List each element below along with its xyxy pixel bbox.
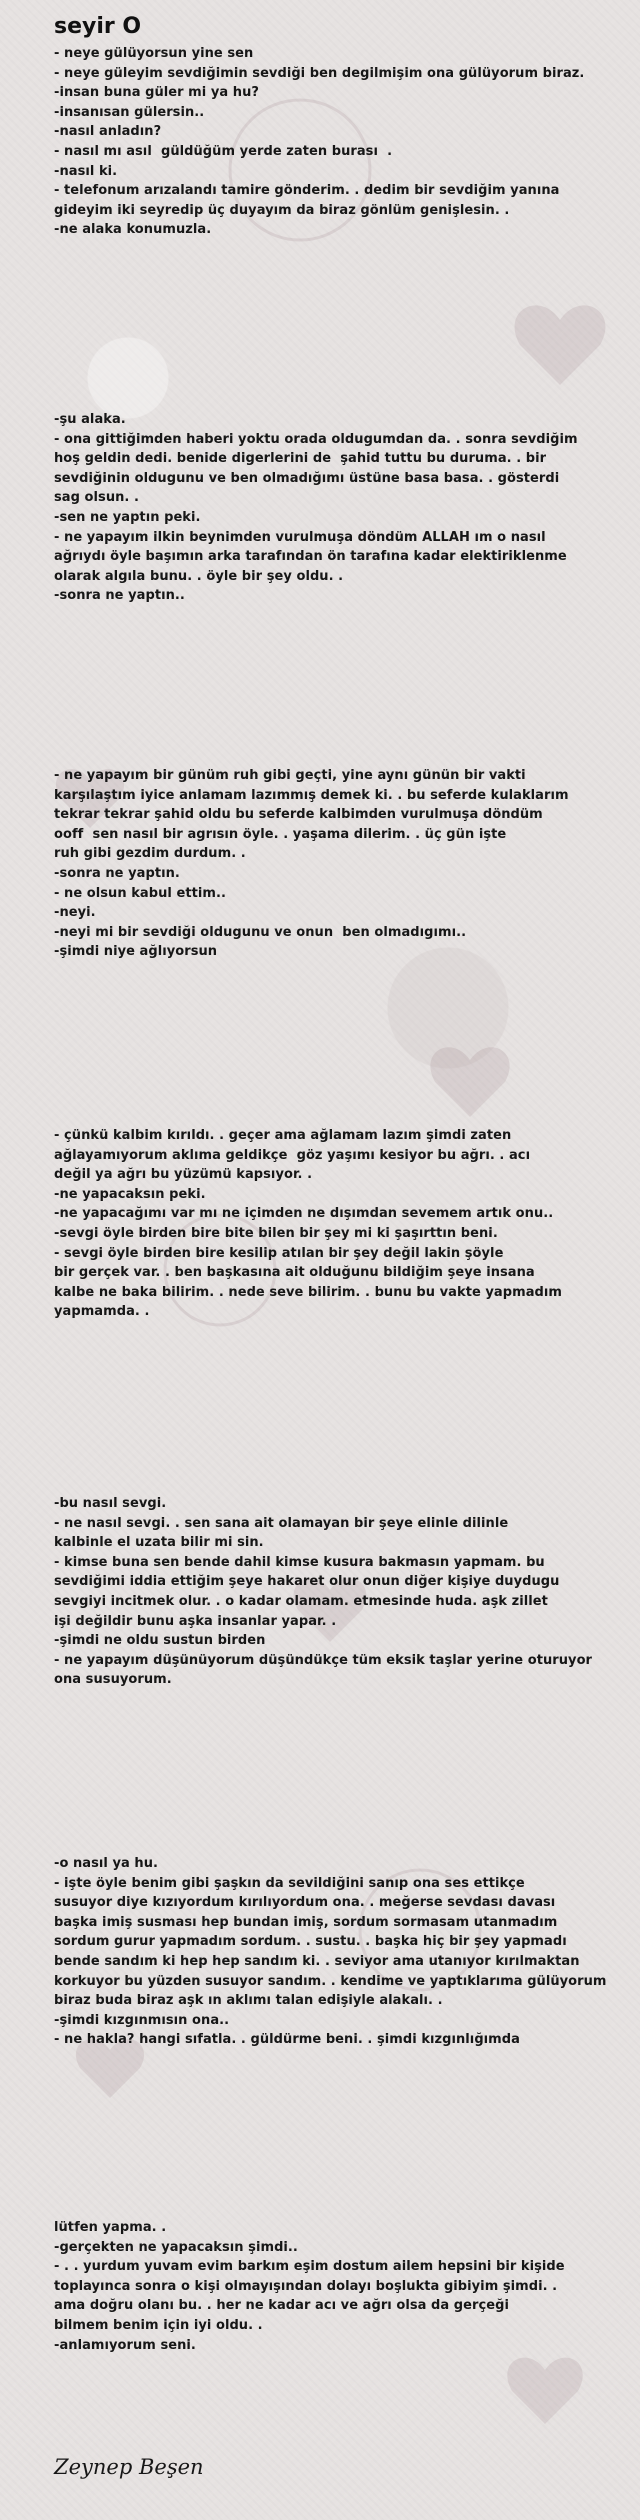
poem-line: sevdiğinin oldugunu ve ben olmadığımı üstüne basa basa. . gösterdi — [54, 470, 560, 486]
poem-line: - . . yurdum yuvam evim barkım eşim dostum ailem hepsini bir kişide — [54, 2259, 565, 2275]
poem-line: -nasıl anladın? — [54, 124, 162, 140]
poem-line: sevgiyi incitmek olur. . o kadar olamam. etmesinde huda. aşk zillet — [54, 1593, 548, 1609]
poem-line: - sevgi öyle birden bire kesilip atılan bir şey değil lakin şöyle — [54, 1245, 504, 1261]
poem-line: -şimdi niye ağlıyorsun — [54, 944, 218, 960]
poem-line: ruh gibi gezdim durdum. . — [54, 846, 246, 862]
poem-line: biraz buda biraz aşk ın aklımı talan edişiyle alakalı. . — [54, 1993, 443, 2009]
poem-line: -insan buna güler mi ya hu? — [54, 85, 259, 101]
stanza-4 — [54, 1126, 562, 1322]
stanza-7 — [54, 2218, 565, 2355]
poem-line: - ne yapayım bir günüm ruh gibi geçti, yine aynı günün bir vakti — [54, 768, 526, 783]
poem-line: - ne olsun kabul ettim.. — [54, 885, 226, 901]
poem-line: hoş geldin dedi. benide digerlerini de şahid tuttu bu duruma. . bir — [54, 451, 547, 467]
poem-line: olarak algıla bunu. . öyle bir şey oldu. . — [54, 568, 344, 584]
poem-line: ama doğru olanı bu. . her ne kadar acı ve ağrı olsa da gerçeği — [54, 2298, 509, 2314]
poem-line: - ne yapayım düşünüyorum düşündükçe tüm eksik taşlar yerine oturuyor — [54, 1652, 593, 1668]
heart-shape — [515, 305, 606, 385]
poem-line: -o nasıl ya hu. — [54, 1856, 159, 1871]
poem-line: - telefonum arızalandı tamire gönderim. . dedim bir sevdiğim yanına — [54, 183, 560, 199]
poem-line: sag olsun. . — [54, 490, 139, 506]
poem-line: karşılaştım iyice anlamam lazımmış demek ki. . bu seferde kulaklarım — [54, 787, 569, 803]
poem-line: - ne yapayım ilkin beynimden vurulmuşa döndüm ALLAH ım o nasıl — [54, 529, 546, 545]
poem-line: işi değildir bunu aşka insanlar yapar. . — [54, 1613, 337, 1629]
poem-line: yapmamda. . — [54, 1304, 150, 1320]
poem-line: -sonra ne yaptın. — [54, 865, 180, 881]
poem-line: tekrar tekrar şahid oldu bu seferde kalbimden vurulmuşa döndüm — [54, 807, 543, 823]
stanza-2 — [54, 410, 578, 606]
poem-line: - neye güleyim sevdiğimin sevdiği ben degilmişim ona gülüyorum biraz. — [54, 65, 585, 81]
poem-line: -ne alaka konumuzla. — [54, 222, 212, 238]
stanza-5 — [54, 1494, 592, 1690]
poem-line: sevdiğimi iddia ettiğim şeye hakaret olur onun diğer kişiye duydugu — [54, 1574, 560, 1590]
poem-line: - ona gittiğimden haberi yoktu orada oldugumdan da. . sonra sevdiğim — [54, 431, 578, 447]
poem-line: -neyi. — [54, 905, 96, 921]
poem-line: - ne nasıl sevgi. . sen sana ait olamayan bir şeye elinle dilinle — [54, 1515, 509, 1531]
author-signature: Zeynep Beşen — [54, 2455, 204, 2479]
poem-line: - neye gülüyorsun yine sen — [54, 46, 254, 61]
poem-line: ooff sen nasıl bir agrısın öyle. . yaşama dilerim. . üç gün işte — [54, 826, 507, 842]
poem-line: - işte öyle benim gibi şaşkın da sevildiğini sanıp ona ses ettikçe — [54, 1875, 525, 1891]
poem-line: başka imiş susması hep bundan imiş, sordum sormasam utanmadım — [54, 1914, 558, 1930]
heart-shape — [507, 2358, 582, 2424]
poem-line: -sen ne yaptın peki. — [54, 509, 201, 525]
poem-line: lütfen yapma. . — [54, 2220, 167, 2235]
poem-line: ona susuyorum. — [54, 1672, 172, 1688]
poem-line: toplayınca sonra o kişi olmayışından dolayı boşlukta gibiyim şimdi. . — [54, 2278, 558, 2294]
stanza-6 — [54, 1854, 607, 2050]
poem-line: bilmem benim için iyi oldu. . — [54, 2317, 263, 2333]
poem-line: - kimse buna sen bende dahil kimse kusura bakmasın yapmam. bu — [54, 1554, 545, 1570]
poem-line: -bu nasıl sevgi. — [54, 1496, 167, 1511]
poem-line: -sevgi öyle birden bire bite bilen bir şey mi ki şaşırttın beni. — [54, 1225, 498, 1241]
poem-line: - çünkü kalbim kırıldı. . geçer ama ağlamam lazım şimdi zaten — [54, 1128, 512, 1143]
poem-line: ağlayamıyorum aklıma geldikçe göz yaşımı kesiyor bu ağrı. . acı — [54, 1147, 531, 1163]
poem-line: sordum gurur yapmadım sordum. . sustu. . başka hiç bir şey yapmadı — [54, 1934, 567, 1950]
poem-line: kalbinle el uzata bilir mi sin. — [54, 1535, 264, 1551]
stanza-1 — [54, 44, 584, 240]
poem-line: bir gerçek var. . ben başkasına ait olduğunu bildiğim şeye insana — [54, 1265, 535, 1281]
poem-line: -şimdi ne oldu sustun birden — [54, 1633, 266, 1649]
poem-line: -insanısan gülersin.. — [54, 104, 205, 120]
poem-line: -ne yapacağımı var mı ne içimden ne dışımdan sevemem artık onu.. — [54, 1206, 554, 1222]
poem-line: - nasıl mı asıl güldüğüm yerde zaten burası . — [54, 143, 393, 159]
poem-line: -sonra ne yaptın.. — [54, 588, 185, 604]
poem-line: -neyi mi bir sevdiği oldugunu ve onun ben olmadıgımı.. — [54, 924, 467, 940]
poem-line: bende sandım ki hep hep sandım ki. . seviyor ama utanıyor kırılmaktan — [54, 1953, 580, 1969]
poem-line: -nasıl ki. — [54, 163, 118, 179]
poem-line: ağrıydı öyle başımın arka tarafından ön tarafına kadar elektiriklenme — [54, 549, 567, 565]
poem-line: kalbe ne baka bilirim. . nede seve bilirim. . bunu bu vakte yapmadım — [54, 1284, 562, 1300]
heart-shape — [430, 1047, 509, 1117]
poem-line: -şimdi kızgınmısın ona.. — [54, 2012, 230, 2028]
stanza-3 — [54, 766, 569, 962]
poem-line: -anlamıyorum seni. — [54, 2337, 196, 2353]
poem-line: gideyim iki seyredip üç duyayım da biraz gönlüm genişlesin. . — [54, 202, 510, 218]
poem-line: -gerçekten ne yapacaksın şimdi.. — [54, 2239, 298, 2255]
poem-title: seyir O — [54, 14, 142, 39]
poem-line: korkuyor bu yüzden susuyor sandım. . kendime ve yaptıklarıma gülüyorum — [54, 1973, 607, 1989]
poem-line: -şu alaka. — [54, 412, 126, 427]
poem-line: değil ya ağrı bu yüzümü kapsıyor. . — [54, 1167, 313, 1183]
poem-line: - ne hakla? hangi sıfatla. . güldürme beni. . şimdi kızgınlığımda — [54, 2032, 520, 2048]
poem-line: susuyor diye kızıyordum kırılıyordum ona. . meğerse sevdası davası — [54, 1895, 556, 1911]
poem-line: -ne yapacaksın peki. — [54, 1186, 206, 1202]
